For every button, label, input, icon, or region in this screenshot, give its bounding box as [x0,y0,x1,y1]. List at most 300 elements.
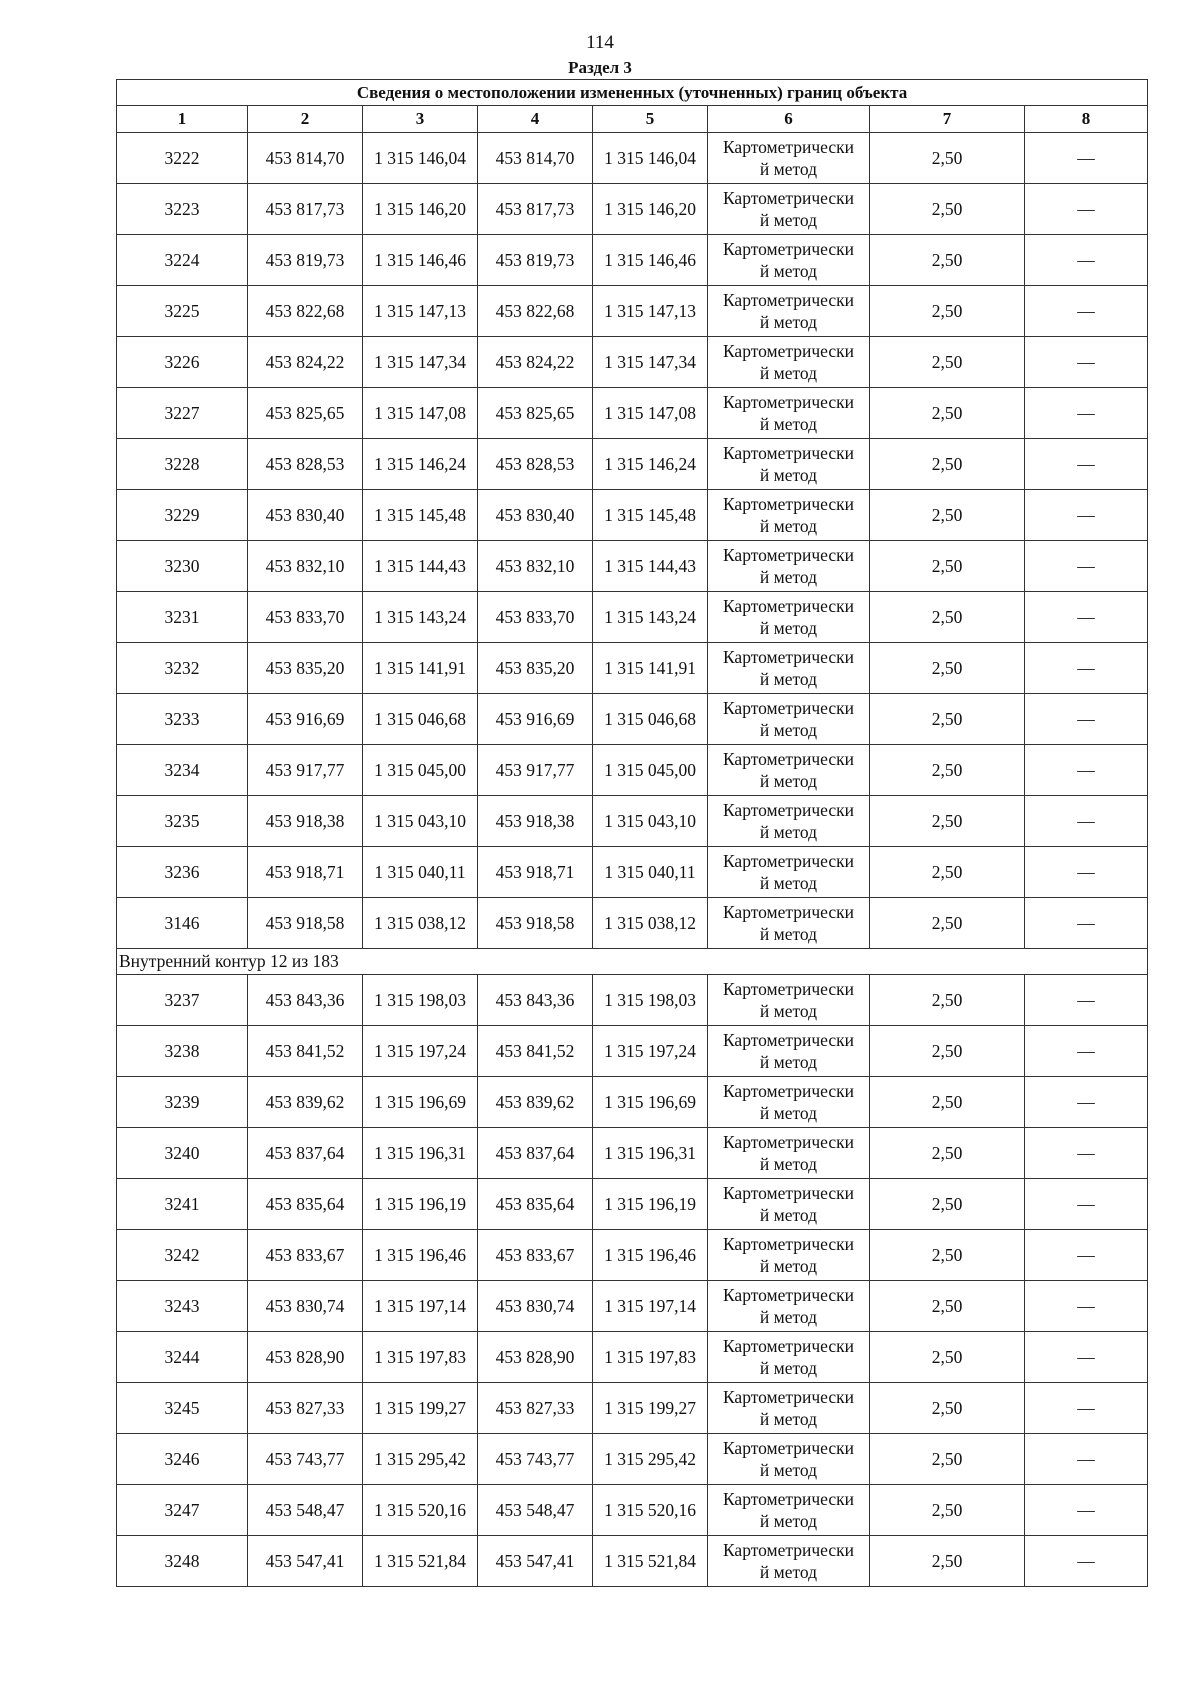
table-row [117,1026,1148,1077]
existing-x-cell: 453 825,65 [248,388,363,439]
refined-y-cell: 1 315 043,10 [593,796,708,847]
table-row [117,1536,1148,1587]
existing-y-cell: 1 315 143,24 [363,592,478,643]
method-line: й метод [759,618,818,638]
description-cell: — [1025,1281,1148,1332]
method-line: й метод [759,822,818,842]
existing-y-cell: 1 315 038,12 [363,898,478,949]
accuracy-cell: 2,50 [870,796,1025,847]
method-line: й метод [759,1256,818,1276]
existing-y-cell: 1 315 043,10 [363,796,478,847]
refined-x-cell: 453 819,73 [478,235,593,286]
method-line: Картометрически [722,1183,855,1203]
existing-x-cell: 453 839,62 [248,1077,363,1128]
method-line: Картометрически [722,494,855,514]
method-line: Картометрически [722,1438,855,1458]
refined-y-cell: 1 315 141,91 [593,643,708,694]
description-cell: — [1025,694,1148,745]
refined-x-cell: 453 814,70 [478,133,593,184]
refined-y-cell: 1 315 146,20 [593,184,708,235]
accuracy-cell: 2,50 [870,898,1025,949]
table-body [117,80,1148,1587]
point-number-cell: 3238 [117,1026,248,1077]
point-number-cell: 3231 [117,592,248,643]
refined-x-cell: 453 835,20 [478,643,593,694]
method-line: Картометрически [722,596,855,616]
method-cell [708,745,870,796]
existing-y-cell: 1 315 197,83 [363,1332,478,1383]
existing-y-cell: 1 315 196,46 [363,1230,478,1281]
method-line: й метод [759,312,818,332]
refined-x-cell: 453 817,73 [478,184,593,235]
description-cell: — [1025,133,1148,184]
column-number: 7 [870,106,1025,133]
method-cell [708,184,870,235]
refined-y-cell: 1 315 144,43 [593,541,708,592]
accuracy-cell: 2,50 [870,1434,1025,1485]
column-number: 4 [478,106,593,133]
method-cell [708,439,870,490]
existing-x-cell: 453 833,70 [248,592,363,643]
existing-x-cell: 453 828,53 [248,439,363,490]
point-number-cell: 3227 [117,388,248,439]
existing-x-cell: 453 833,67 [248,1230,363,1281]
accuracy-cell: 2,50 [870,184,1025,235]
table-row [117,439,1148,490]
description-cell: — [1025,1230,1148,1281]
table-row [117,541,1148,592]
method-line: й метод [759,1511,818,1531]
method-cell [708,1485,870,1536]
refined-y-cell: 1 315 040,11 [593,847,708,898]
method-line: й метод [759,1001,818,1021]
description-cell: — [1025,643,1148,694]
existing-x-cell: 453 835,64 [248,1179,363,1230]
point-number-cell: 3228 [117,439,248,490]
column-number: 3 [363,106,478,133]
method-line: Картометрически [722,290,855,310]
existing-x-cell: 453 830,74 [248,1281,363,1332]
existing-y-cell: 1 315 196,19 [363,1179,478,1230]
refined-x-cell: 453 828,53 [478,439,593,490]
table-row [117,286,1148,337]
method-cell [708,1026,870,1077]
existing-x-cell: 453 547,41 [248,1536,363,1587]
refined-y-cell: 1 315 199,27 [593,1383,708,1434]
method-line: й метод [759,210,818,230]
refined-x-cell: 453 825,65 [478,388,593,439]
method-cell [708,643,870,694]
existing-y-cell: 1 315 521,84 [363,1536,478,1587]
method-line: й метод [759,414,818,434]
refined-y-cell: 1 315 198,03 [593,975,708,1026]
description-cell: — [1025,975,1148,1026]
table-row [117,1179,1148,1230]
method-line: Картометрически [722,1030,855,1050]
accuracy-cell: 2,50 [870,745,1025,796]
column-number-row [117,106,1148,133]
point-number-cell: 3146 [117,898,248,949]
description-cell: — [1025,796,1148,847]
method-line: Картометрически [722,239,855,259]
table-row [117,1434,1148,1485]
existing-x-cell: 453 548,47 [248,1485,363,1536]
description-cell: — [1025,439,1148,490]
refined-x-cell: 453 824,22 [478,337,593,388]
refined-y-cell: 1 315 038,12 [593,898,708,949]
table-row [117,337,1148,388]
refined-y-cell: 1 315 521,84 [593,1536,708,1587]
table-row [117,592,1148,643]
description-cell: — [1025,1332,1148,1383]
point-number-cell: 3223 [117,184,248,235]
method-line: й метод [759,1307,818,1327]
accuracy-cell: 2,50 [870,388,1025,439]
refined-y-cell: 1 315 196,19 [593,1179,708,1230]
refined-x-cell: 453 827,33 [478,1383,593,1434]
refined-y-cell: 1 315 520,16 [593,1485,708,1536]
method-line: й метод [759,873,818,893]
method-cell [708,337,870,388]
point-number-cell: 3224 [117,235,248,286]
table-row [117,1230,1148,1281]
method-line: Картометрически [722,1387,855,1407]
accuracy-cell: 2,50 [870,1026,1025,1077]
method-cell [708,388,870,439]
method-line: Картометрически [722,749,855,769]
accuracy-cell: 2,50 [870,541,1025,592]
existing-x-cell: 453 916,69 [248,694,363,745]
table-caption: Сведения о местоположении измененных (уточненных) границ объекта [117,80,1148,106]
method-line: й метод [759,261,818,281]
method-line: Картометрически [722,851,855,871]
method-line: Картометрически [722,698,855,718]
description-cell: — [1025,490,1148,541]
refined-y-cell: 1 315 197,83 [593,1332,708,1383]
table-row [117,694,1148,745]
column-number: 5 [593,106,708,133]
refined-y-cell: 1 315 196,69 [593,1077,708,1128]
refined-x-cell: 453 841,52 [478,1026,593,1077]
existing-y-cell: 1 315 197,24 [363,1026,478,1077]
column-number: 2 [248,106,363,133]
accuracy-cell: 2,50 [870,286,1025,337]
refined-x-cell: 453 743,77 [478,1434,593,1485]
refined-y-cell: 1 315 046,68 [593,694,708,745]
table-row [117,184,1148,235]
existing-y-cell: 1 315 040,11 [363,847,478,898]
point-number-cell: 3229 [117,490,248,541]
description-cell: — [1025,1128,1148,1179]
refined-y-cell: 1 315 196,31 [593,1128,708,1179]
refined-x-cell: 453 843,36 [478,975,593,1026]
refined-x-cell: 453 917,77 [478,745,593,796]
existing-y-cell: 1 315 146,04 [363,133,478,184]
accuracy-cell: 2,50 [870,439,1025,490]
existing-x-cell: 453 819,73 [248,235,363,286]
point-number-cell: 3247 [117,1485,248,1536]
accuracy-cell: 2,50 [870,1230,1025,1281]
refined-x-cell: 453 837,64 [478,1128,593,1179]
method-cell [708,975,870,1026]
method-cell [708,235,870,286]
refined-x-cell: 453 548,47 [478,1485,593,1536]
point-number-cell: 3241 [117,1179,248,1230]
existing-x-cell: 453 918,58 [248,898,363,949]
method-line: Картометрически [722,1234,855,1254]
section-title: Раздел 3 [568,58,632,77]
method-line: Картометрически [722,188,855,208]
existing-x-cell: 453 814,70 [248,133,363,184]
accuracy-cell: 2,50 [870,847,1025,898]
accuracy-cell: 2,50 [870,1281,1025,1332]
method-line: й метод [759,1562,818,1582]
method-line: Картометрически [722,137,855,157]
refined-y-cell: 1 315 143,24 [593,592,708,643]
refined-y-cell: 1 315 146,24 [593,439,708,490]
point-number-cell: 3240 [117,1128,248,1179]
refined-y-cell: 1 315 197,24 [593,1026,708,1077]
method-line: й метод [759,1460,818,1480]
accuracy-cell: 2,50 [870,694,1025,745]
method-cell [708,490,870,541]
method-line: й метод [759,465,818,485]
method-cell [708,1281,870,1332]
method-cell [708,592,870,643]
refined-x-cell: 453 835,64 [478,1179,593,1230]
method-line: й метод [759,1154,818,1174]
table-row [117,235,1148,286]
refined-y-cell: 1 315 147,13 [593,286,708,337]
method-cell [708,1536,870,1587]
method-cell [708,1077,870,1128]
refined-x-cell: 453 822,68 [478,286,593,337]
existing-x-cell: 453 828,90 [248,1332,363,1383]
table-row [117,1383,1148,1434]
method-line: й метод [759,1052,818,1072]
existing-x-cell: 453 830,40 [248,490,363,541]
method-cell [708,1128,870,1179]
method-line: Картометрически [722,1540,855,1560]
existing-x-cell: 453 843,36 [248,975,363,1026]
accuracy-cell: 2,50 [870,592,1025,643]
method-cell [708,541,870,592]
existing-y-cell: 1 315 146,20 [363,184,478,235]
table-row [117,898,1148,949]
method-line: Картометрически [722,1132,855,1152]
column-number: 1 [117,106,248,133]
refined-x-cell: 453 830,74 [478,1281,593,1332]
existing-y-cell: 1 315 198,03 [363,975,478,1026]
existing-x-cell: 453 841,52 [248,1026,363,1077]
refined-y-cell: 1 315 295,42 [593,1434,708,1485]
accuracy-cell: 2,50 [870,1332,1025,1383]
refined-y-cell: 1 315 045,00 [593,745,708,796]
existing-y-cell: 1 315 046,68 [363,694,478,745]
method-line: й метод [759,363,818,383]
table-row [117,1281,1148,1332]
method-cell [708,694,870,745]
description-cell: — [1025,1179,1148,1230]
accuracy-cell: 2,50 [870,235,1025,286]
method-cell [708,1332,870,1383]
column-number: 6 [708,106,870,133]
method-cell [708,898,870,949]
table-row [117,745,1148,796]
refined-x-cell: 453 918,58 [478,898,593,949]
method-line: Картометрически [722,902,855,922]
contour-label: Внутренний контур 12 из 183 [117,949,1148,975]
accuracy-cell: 2,50 [870,1485,1025,1536]
refined-y-cell: 1 315 145,48 [593,490,708,541]
existing-y-cell: 1 315 146,46 [363,235,478,286]
description-cell: — [1025,745,1148,796]
method-cell [708,847,870,898]
refined-y-cell: 1 315 146,46 [593,235,708,286]
description-cell: — [1025,184,1148,235]
table-row [117,1485,1148,1536]
refined-x-cell: 453 833,70 [478,592,593,643]
accuracy-cell: 2,50 [870,1179,1025,1230]
table-caption-row [117,80,1148,106]
description-cell: — [1025,1383,1148,1434]
table-row [117,1128,1148,1179]
refined-x-cell: 453 916,69 [478,694,593,745]
point-number-cell: 3244 [117,1332,248,1383]
existing-y-cell: 1 315 199,27 [363,1383,478,1434]
method-cell [708,1230,870,1281]
table-row [117,1077,1148,1128]
method-line: Картометрически [722,1285,855,1305]
method-cell [708,796,870,847]
table-row [117,796,1148,847]
existing-y-cell: 1 315 147,34 [363,337,478,388]
description-cell: — [1025,337,1148,388]
existing-x-cell: 453 827,33 [248,1383,363,1434]
refined-y-cell: 1 315 147,34 [593,337,708,388]
point-number-cell: 3235 [117,796,248,847]
method-line: й метод [759,1205,818,1225]
accuracy-cell: 2,50 [870,490,1025,541]
method-line: й метод [759,1409,818,1429]
method-line: Картометрически [722,545,855,565]
description-cell: — [1025,235,1148,286]
refined-x-cell: 453 918,38 [478,796,593,847]
method-line: й метод [759,924,818,944]
table-row [117,975,1148,1026]
accuracy-cell: 2,50 [870,1077,1025,1128]
existing-y-cell: 1 315 147,08 [363,388,478,439]
description-cell: — [1025,1485,1148,1536]
existing-y-cell: 1 315 196,69 [363,1077,478,1128]
existing-x-cell: 453 743,77 [248,1434,363,1485]
refined-x-cell: 453 839,62 [478,1077,593,1128]
point-number-cell: 3230 [117,541,248,592]
point-number-cell: 3243 [117,1281,248,1332]
existing-y-cell: 1 315 196,31 [363,1128,478,1179]
point-number-cell: 3239 [117,1077,248,1128]
existing-y-cell: 1 315 147,13 [363,286,478,337]
point-number-cell: 3226 [117,337,248,388]
description-cell: — [1025,286,1148,337]
existing-y-cell: 1 315 520,16 [363,1485,478,1536]
method-line: й метод [759,771,818,791]
existing-y-cell: 1 315 141,91 [363,643,478,694]
accuracy-cell: 2,50 [870,1383,1025,1434]
accuracy-cell: 2,50 [870,1128,1025,1179]
point-number-cell: 3232 [117,643,248,694]
table-row [117,847,1148,898]
accuracy-cell: 2,50 [870,643,1025,694]
point-number-cell: 3237 [117,975,248,1026]
method-cell [708,133,870,184]
table-row [117,490,1148,541]
table-row [117,133,1148,184]
column-number: 8 [1025,106,1148,133]
point-number-cell: 3246 [117,1434,248,1485]
description-cell: — [1025,388,1148,439]
method-line: й метод [759,516,818,536]
method-line: й метод [759,159,818,179]
method-line: Картометрически [722,1081,855,1101]
existing-y-cell: 1 315 145,48 [363,490,478,541]
accuracy-cell: 2,50 [870,1536,1025,1587]
existing-y-cell: 1 315 045,00 [363,745,478,796]
description-cell: — [1025,898,1148,949]
accuracy-cell: 2,50 [870,337,1025,388]
existing-x-cell: 453 832,10 [248,541,363,592]
existing-x-cell: 453 917,77 [248,745,363,796]
point-number-cell: 3242 [117,1230,248,1281]
existing-y-cell: 1 315 295,42 [363,1434,478,1485]
refined-y-cell: 1 315 197,14 [593,1281,708,1332]
method-cell [708,1179,870,1230]
page-number: 114 [586,32,614,53]
description-cell: — [1025,592,1148,643]
method-line: Картометрически [722,800,855,820]
refined-x-cell: 453 547,41 [478,1536,593,1587]
existing-x-cell: 453 837,64 [248,1128,363,1179]
table-row [117,1332,1148,1383]
method-line: Картометрически [722,647,855,667]
accuracy-cell: 2,50 [870,133,1025,184]
point-number-cell: 3236 [117,847,248,898]
refined-y-cell: 1 315 147,08 [593,388,708,439]
description-cell: — [1025,1077,1148,1128]
table-row [117,643,1148,694]
point-number-cell: 3225 [117,286,248,337]
method-line: Картометрически [722,443,855,463]
method-line: Картометрически [722,392,855,412]
refined-x-cell: 453 830,40 [478,490,593,541]
method-line: Картометрически [722,1489,855,1509]
method-line: Картометрически [722,341,855,361]
coordinates-table [116,79,1148,1587]
method-line: Картометрически [722,979,855,999]
method-line: Картометрически [722,1336,855,1356]
existing-x-cell: 453 835,20 [248,643,363,694]
accuracy-cell: 2,50 [870,975,1025,1026]
existing-x-cell: 453 822,68 [248,286,363,337]
point-number-cell: 3245 [117,1383,248,1434]
refined-y-cell: 1 315 196,46 [593,1230,708,1281]
existing-y-cell: 1 315 144,43 [363,541,478,592]
point-number-cell: 3248 [117,1536,248,1587]
description-cell: — [1025,541,1148,592]
method-line: й метод [759,1358,818,1378]
description-cell: — [1025,1536,1148,1587]
refined-y-cell: 1 315 146,04 [593,133,708,184]
